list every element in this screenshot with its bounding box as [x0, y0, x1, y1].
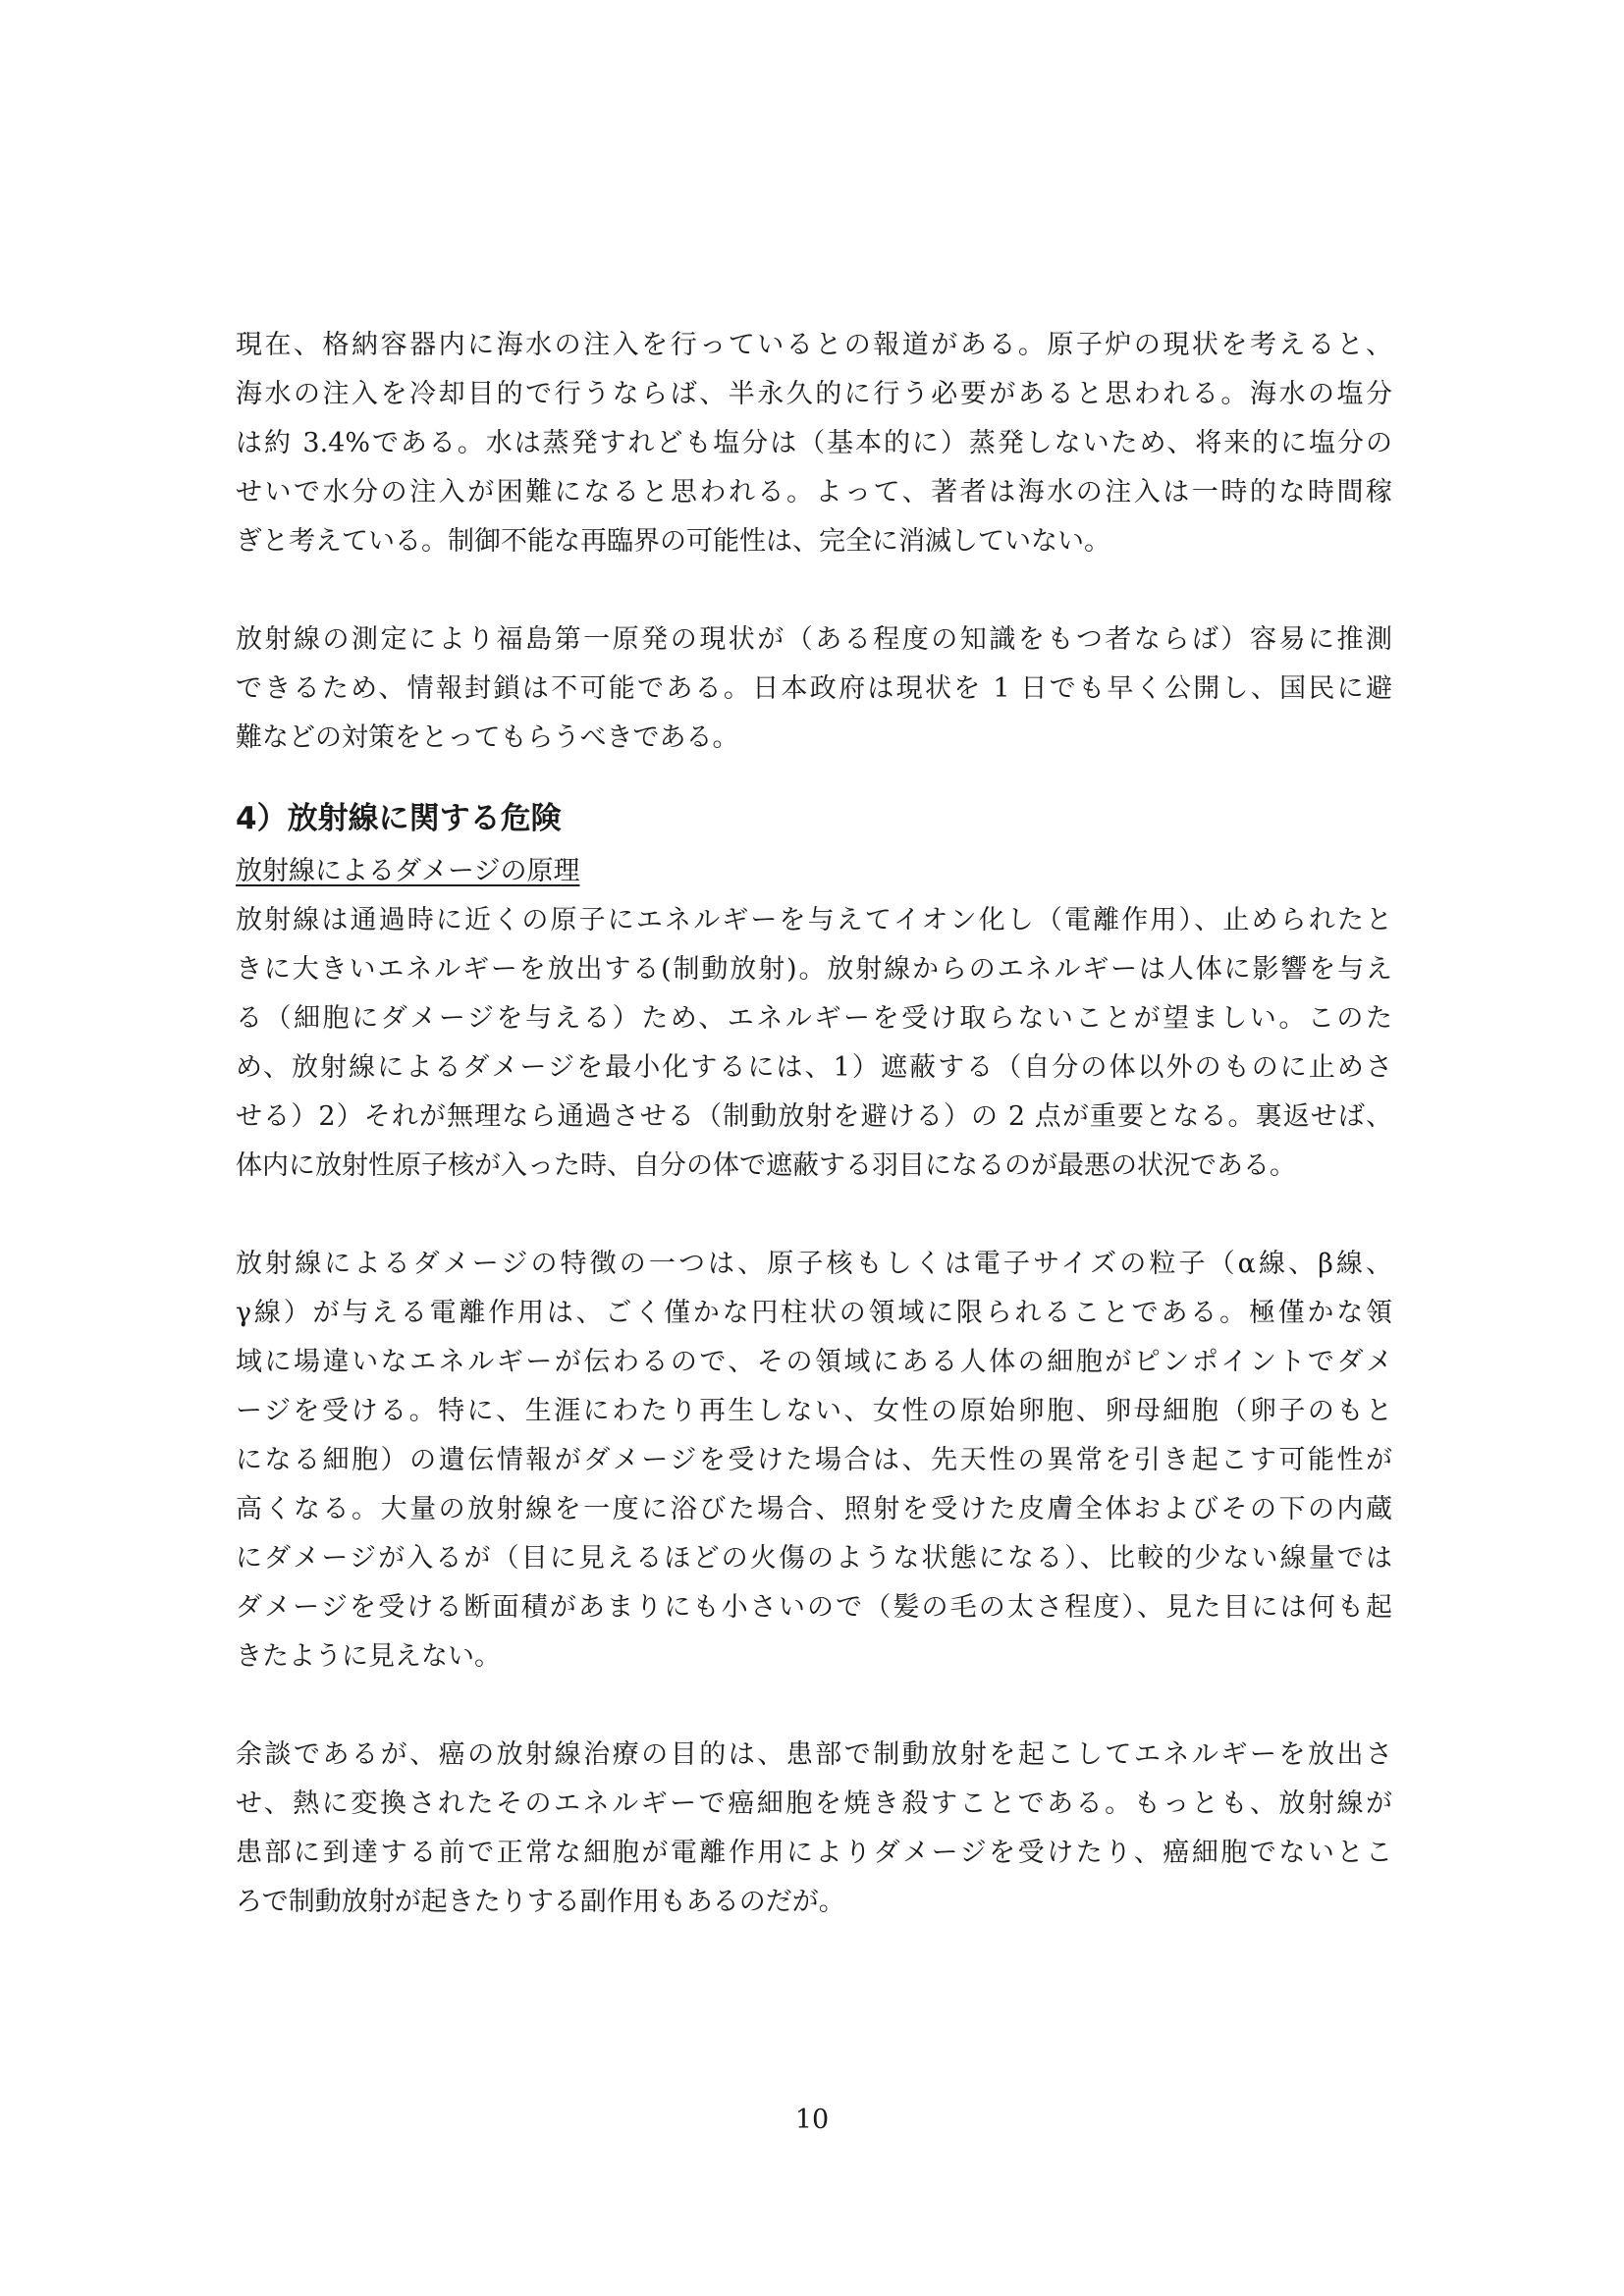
text-line: 放射線は通過時に近くの原子にエネルギーを与えてイオン化し（電離作用）、止められたと — [236, 905, 1392, 935]
text-line: ぎと考えている。制御不能な再臨界の可能性は、完全に消滅していない。 — [236, 526, 1110, 557]
section-gap — [236, 763, 1392, 790]
text-line: せ、熱に変換されたそのエネルギーで癌細胞を焼き殺すことである。もっとも、放射線が — [236, 1789, 1392, 1819]
page-number: 10 — [794, 2105, 830, 2135]
section-heading: 4）放射線に関する危険 — [236, 801, 562, 836]
text-line: ダメージを受ける断面積があまりにも小さいので（髪の毛の太さ程度）、見た目には何も起 — [236, 1592, 1392, 1623]
page-content — [236, 321, 1392, 1927]
text-line: になる細胞）の遺伝情報がダメージを受けた場合は、先天性の異常を引き起こす可能性が — [236, 1445, 1392, 1475]
text-line: ージを受ける。特に、生涯にわたり再生しない、女性の原始卵胞、卵母細胞（卵子のもと — [236, 1396, 1392, 1426]
text-line: 放射線の測定により福島第一原発の現状が（ある程度の知識をもつ者ならば）容易に推測 — [236, 624, 1392, 655]
section-subheading: 放射線によるダメージの原理 — [236, 856, 580, 886]
paragraph-information — [236, 615, 1392, 763]
paragraph-damage-characteristics — [236, 1240, 1392, 1682]
text-line: 余談であるが、癌の放射線治療の目的は、患部で制動放射を起こしてエネルギーを放出さ — [236, 1739, 1392, 1770]
text-line: 体内に放射性原子核が入った時、自分の体で遮蔽する羽目になるのが最悪の状況である。 — [236, 1150, 1296, 1181]
text-line: は約 3.4%である。水は蒸発すれども塩分は（基本的に）蒸発しないため、将来的に塩分の — [236, 428, 1392, 458]
text-line: できるため、情報封鎖は不可能である。日本政府は現状を 1 日でも早く公開し、国民に避 — [236, 673, 1392, 704]
text-line: きに大きいエネルギーを放出する(制動放射)。放射線からのエネルギーは人体に影響を与え — [236, 954, 1392, 985]
text-line: 難などの対策をとってもらうべきである。 — [236, 722, 739, 753]
paragraph-gap — [236, 1682, 1392, 1731]
paragraph-gap — [236, 566, 1392, 615]
text-line: きたように見えない。 — [236, 1641, 501, 1672]
text-line: せる）2）それが無理なら通過させる（制動放射を避ける）の 2 点が重要となる。裏返せば、 — [236, 1101, 1392, 1132]
text-line: 現在、格納容器内に海水の注入を行っているとの報道がある。原子炉の現状を考えると、 — [236, 330, 1392, 360]
text-line: ろで制動放射が起きたりする副作用もあるのだが。 — [236, 1887, 845, 1917]
text-line: 海水の注入を冷却目的で行うならば、半永久的に行う必要があると思われる。海水の塩分 — [236, 379, 1392, 409]
text-line: 高くなる。大量の放射線を一度に浴びた場合、照射を受けた皮膚全体およびその下の内蔵 — [236, 1494, 1392, 1524]
paragraph-gap — [236, 1191, 1392, 1240]
text-line: め、放射線によるダメージを最小化するには、1）遮蔽する（自分の体以外のものに止めさ — [236, 1052, 1392, 1083]
text-line: 患部に到達する前で正常な細胞が電離作用によりダメージを受けたり、癌細胞でないとこ — [236, 1838, 1392, 1868]
text-line: 放射線によるダメージの特徴の一つは、原子核もしくは電子サイズの粒子（α線、β線、 — [236, 1249, 1392, 1279]
paragraph-cancer-therapy — [236, 1731, 1392, 1927]
text-line: る（細胞にダメージを与える）ため、エネルギーを受け取らないことが望ましい。このた — [236, 1003, 1392, 1034]
text-line: γ線）が与える電離作用は、ごく僅かな円柱状の領域に限られることである。極僅かな領 — [236, 1298, 1392, 1328]
text-line: 域に場違いなエネルギーが伝わるので、その領域にある人体の細胞がピンポイントでダメ — [236, 1347, 1392, 1377]
text-line: にダメージが入るが（目に見えるほどの火傷のような状態になる）、比較的少ない線量では — [236, 1543, 1392, 1574]
paragraph-seawater — [236, 321, 1392, 566]
text-line: せいで水分の注入が困難になると思われる。よって、著者は海水の注入は一時的な時間稼 — [236, 477, 1392, 507]
paragraph-radiation-principle — [236, 896, 1392, 1191]
